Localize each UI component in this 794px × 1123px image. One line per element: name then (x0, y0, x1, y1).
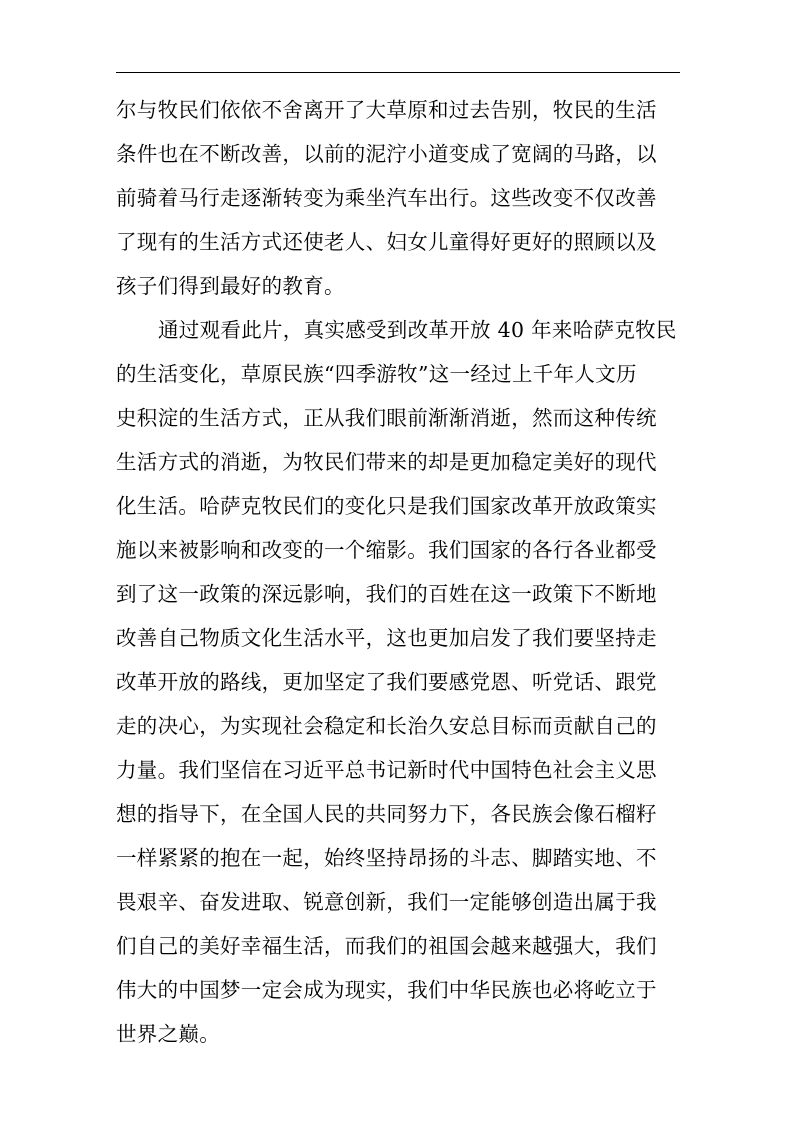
text-line: 畏艰辛、奋发进取、锐意创新，我们一定能够创造出属于我 (116, 890, 657, 914)
text-line: 通过观看此片，真实感受到改革开放 40 年来哈萨克牧民 (158, 318, 677, 342)
text-line: 们自己的美好幸福生活，而我们的祖国会越来越强大，我们 (116, 934, 657, 958)
text-line: 到了这一政策的深远影响，我们的百姓在这一政策下不断地 (116, 582, 657, 606)
text-line: 的生活变化，草原民族“四季游牧”这一经过上千年人文历 (116, 362, 637, 386)
text-line: 力量。我们坚信在习近平总书记新时代中国特色社会主义思 (116, 758, 657, 782)
text-line: 条件也在不断改善，以前的泥泞小道变成了宽阔的马路，以 (116, 142, 657, 166)
text-line: 生活方式的消逝，为牧民们带来的却是更加稳定美好的现代 (116, 450, 657, 474)
header-rule (116, 72, 680, 73)
text-line: 前骑着马行走逐渐转变为乘坐汽车出行。这些改变不仅改善 (116, 186, 657, 210)
text-line: 世界之巅。 (116, 1022, 220, 1046)
text-line: 伟大的中国梦一定会成为现实，我们中华民族也必将屹立于 (116, 978, 657, 1002)
text-line: 孩子们得到最好的教育。 (116, 274, 345, 298)
text-line: 走的决心，为实现社会稳定和长治久安总目标而贡献自己的 (116, 714, 657, 738)
text-line: 一样紧紧的抱在一起，始终坚持昂扬的斗志、脚踏实地、不 (116, 846, 657, 870)
text-line: 改善自己物质文化生活水平，这也更加启发了我们要坚持走 (116, 626, 657, 650)
text-line: 施以来被影响和改变的一个缩影。我们国家的各行各业都受 (116, 538, 657, 562)
text-line: 尔与牧民们依依不舍离开了大草原和过去告别，牧民的生活 (116, 98, 657, 122)
text-line: 改革开放的路线，更加坚定了我们要感党恩、听党话、跟党 (116, 670, 657, 694)
text-line: 了现有的生活方式还使老人、妇女儿童得好更好的照顾以及 (116, 230, 657, 254)
text-line: 化生活。哈萨克牧民们的变化只是我们国家改革开放政策实 (116, 494, 657, 518)
text-line: 史积淀的生活方式，正从我们眼前渐渐消逝，然而这种传统 (116, 406, 657, 430)
text-line: 想的指导下，在全国人民的共同努力下，各民族会像石榴籽 (116, 802, 657, 826)
